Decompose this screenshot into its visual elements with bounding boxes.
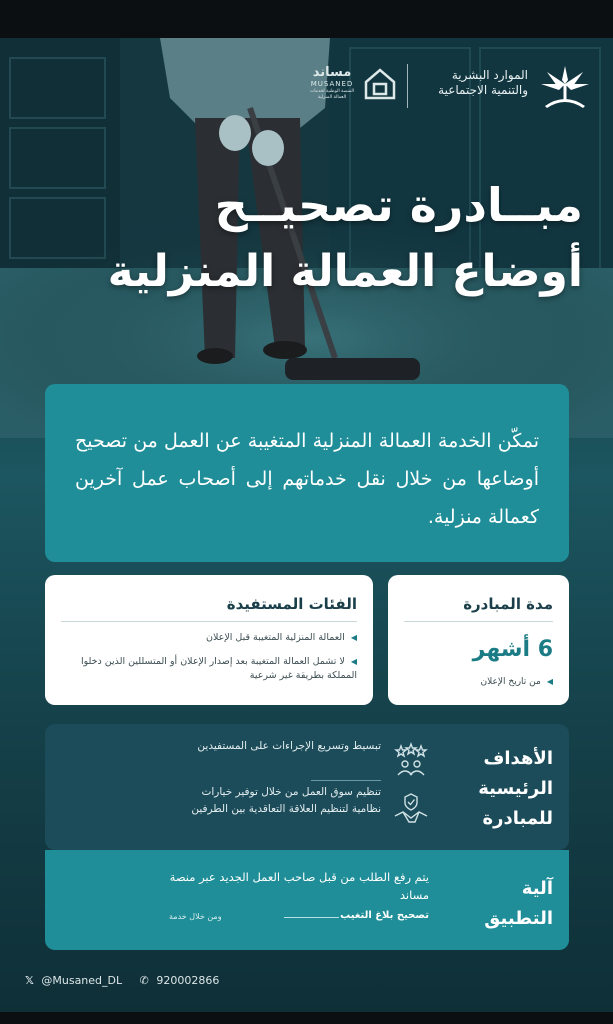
duration-note-text: من تاريخ الإعلان (480, 677, 541, 687)
poster (0, 38, 613, 1012)
footer (25, 973, 219, 993)
mechanism-text: يتم رفع الطلب من قبل صاحب العمل الجديد عبر منصة مساند (169, 870, 429, 902)
goal-text: تنظيم سوق العمل من خلال توفير خيارات نظامية لتنظيم العلاقة التعاقدية بين الطرفين (191, 786, 381, 815)
duration-value: 6 أشهر (472, 637, 553, 662)
categories-title: الفئات المستفيدة (226, 595, 357, 613)
mechanism-service: تصحيح بلاغ التغيب (340, 910, 429, 921)
duration-divider (404, 621, 553, 622)
handshake-shield-icon (393, 792, 429, 828)
page-title-line2: أوضاع العمالة المنزلية (107, 246, 583, 297)
bullet-arrow-icon: ◀ (546, 677, 553, 686)
intro-text: تمكّن الخدمة العمالة المنزلية المتغيبة عن العمل من تصحيح أوضاعها من خلال نقل خدماتهم إلى أصحاب عمل آخرين كعمالة منزلية. (75, 430, 539, 528)
goal-text: تبسيط وتسريع الإجراءات على المستفيدين (197, 740, 381, 752)
page-title-line1: مبــادرة تصحيــح (214, 178, 583, 232)
category-item (61, 631, 357, 645)
social-handle[interactable]: @Musaned_DL (41, 973, 123, 987)
intro-card (45, 384, 569, 562)
category-item-text: لا تشمل العمالة المتغيبة بعد إصدار الإعلان أو المتسللين الذين دخلوا المملكة بطريقة غير شرعية (80, 656, 357, 681)
mechanism-divider (284, 917, 339, 918)
bullet-arrow-icon: ◀ (350, 633, 357, 642)
stars-people-icon (393, 742, 429, 778)
category-item (61, 655, 357, 683)
ministry-name: الموارد البشرية والتنمية الاجتماعية (438, 68, 528, 97)
duration-title: مدة المبادرة (463, 595, 553, 613)
duration-card (388, 575, 569, 705)
musaned-subtitle: المنصة الوطنية لخدمات العمالة المنزلية (309, 89, 355, 100)
musaned-wordmark (307, 66, 357, 101)
musaned-english: MUSANED (310, 80, 354, 88)
phone-icon: ✆ (139, 973, 149, 987)
phone-number[interactable]: 920002866 (156, 973, 220, 987)
musaned-logo-icon (362, 66, 398, 102)
logo-divider (407, 64, 408, 108)
categories-card (45, 575, 373, 705)
goal-item (159, 788, 429, 838)
duration-note (481, 677, 553, 687)
category-item-text: العمالة المنزلية المتغيبة قبل الإعلان (206, 632, 345, 643)
bullet-arrow-icon: ◀ (350, 657, 357, 666)
mechanism-title: آلية التطبيق (484, 878, 553, 929)
goals-title: الأهداف الرئيسية للمبادرة (478, 748, 553, 829)
categories-divider (61, 621, 357, 622)
goal-divider (311, 780, 381, 781)
goals-card (45, 724, 569, 850)
mechanism-card (45, 850, 569, 950)
palm-swords-icon (537, 62, 593, 114)
goal-item (159, 738, 429, 788)
musaned-arabic: مساند (312, 65, 352, 80)
mechanism-footer (169, 910, 429, 926)
mechanism-via: ومن خلال خدمة (169, 912, 222, 921)
x-logo-icon[interactable]: 𝕏 (25, 973, 34, 987)
